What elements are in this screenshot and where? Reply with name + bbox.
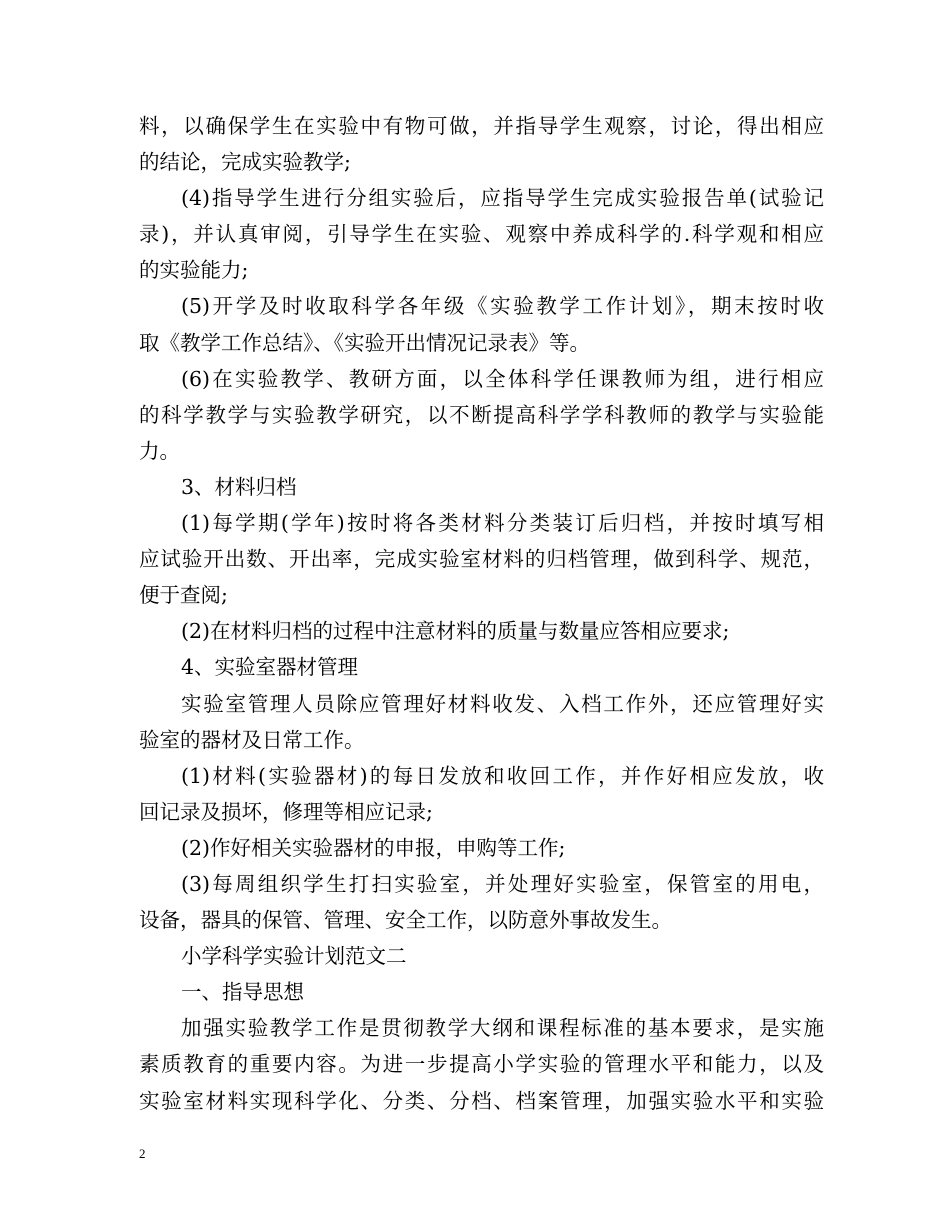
text-line: 验室的器材及日常工作。 xyxy=(139,727,365,752)
text-line: (6)在实验教学、教研方面，以全体科学任课教师为组，进行相应 xyxy=(181,366,824,391)
text-line: 3、材料归档 xyxy=(181,474,297,499)
text-line: 设备，器具的保管、管理、安全工作，以防意外事故发生。 xyxy=(139,908,672,933)
text-line: 录)，并认真审阅，引导学生在实验、观察中养成科学的.科学观和相应 xyxy=(139,222,824,247)
text-line: (4)指导学生进行分组实验后，应指导学生完成实验报告单(试验记 xyxy=(181,186,824,211)
text-line: (2)在材料归档的过程中注意材料的质量与数量应答相应要求; xyxy=(181,619,730,644)
text-line: 小学科学实验计划范文二 xyxy=(181,944,407,969)
text-line: 力。 xyxy=(139,438,180,463)
text-line: (1)材料(实验器材)的每日发放和收回工作，并作好相应发放，收 xyxy=(181,763,824,788)
text-line: 取《教学工作总结》、《实验开出情况记录表》等。 xyxy=(139,330,590,355)
text-line: (5)开学及时收取科学各年级《实验教学工作计划》，期末按时收 xyxy=(181,294,824,319)
text-line: 料，以确保学生在实验中有物可做，并指导学生观察，讨论，得出相应 xyxy=(139,114,824,138)
text-line: 的结论，完成实验教学; xyxy=(139,150,351,175)
text-line: (3)每周组织学生打扫实验室，并处理好实验室，保管室的用电， xyxy=(181,871,824,896)
text-line: 素质教育的重要内容。为进一步提高小学实验的管理水平和能力，以及 xyxy=(139,1052,824,1077)
text-line: 实验室材料实现科学化、分类、分档、档案管理，加强实验水平和实验 xyxy=(139,1088,824,1113)
document-body xyxy=(139,108,824,1119)
text-line: 加强实验教学工作是贯彻教学大纲和课程标准的基本要求，是实施 xyxy=(181,1016,824,1041)
text-line: (2)作好相关实验器材的申报，申购等工作; xyxy=(181,835,566,860)
text-line: 应试验开出数、开出率，完成实验室材料的归档管理，做到科学、规范， xyxy=(139,547,824,572)
text-line: 便于查阅; xyxy=(139,583,228,608)
text-line: 4、实验室器材管理 xyxy=(181,655,359,680)
text-line: 的实验能力; xyxy=(139,258,249,283)
page-number: 2 xyxy=(139,1146,146,1161)
text-line: 的科学教学与实验教学研究，以不断提高科学学科教师的教学与实验能 xyxy=(139,402,824,427)
text-line: 回记录及损坏，修理等相应记录; xyxy=(139,799,433,824)
text-line: (1)每学期(学年)按时将各类材料分类装订后归档，并按时填写相 xyxy=(181,511,824,536)
text-line: 实验室管理人员除应管理好材料收发、入档工作外，还应管理好实 xyxy=(181,691,824,716)
text-line: 一、指导思想 xyxy=(181,980,304,1005)
